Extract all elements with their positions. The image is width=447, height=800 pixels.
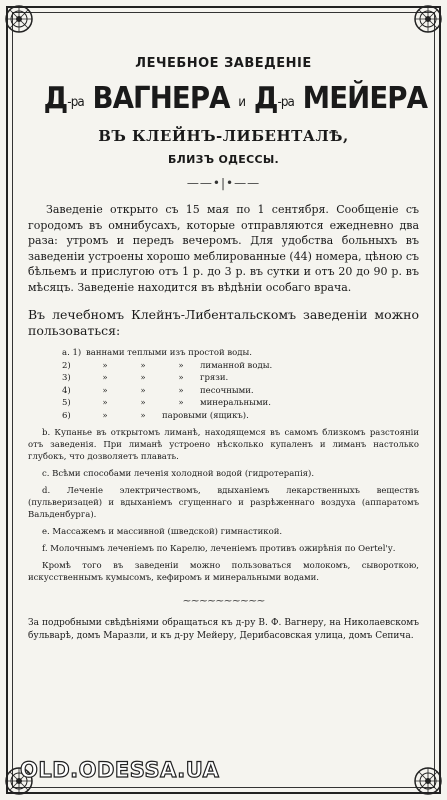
prefix-2: Д <box>253 81 278 116</box>
item-e: e. Массажемъ и массивной (шведской) гимнастикой. <box>42 527 283 537</box>
corner-ornament-icon <box>2 2 36 36</box>
list-item: 2) » » » лиманной воды. <box>62 360 273 371</box>
doctors-title <box>43 81 428 117</box>
institution-heading: ЛЕЧЕБНОЕ ЗАВЕДЕНІЕ <box>135 56 312 71</box>
near-heading: БЛИЗЪ ОДЕССЫ. <box>168 153 279 166</box>
item-c: c. Всѣми способами леченія холодной водой (гидротерапія). <box>42 469 315 479</box>
location-heading: ВЪ КЛЕЙНЪ-ЛИБЕНТАЛѢ, <box>98 127 349 145</box>
list-item: 3) » » » грязи. <box>62 373 229 383</box>
doctor-name-2: МЕЙЕРА <box>302 81 428 116</box>
list-item: 6) » » паровыми (ящикъ). <box>62 410 249 421</box>
sup-2: -ра <box>277 95 294 110</box>
item-b: b. Купанье въ открытомъ лиманѣ, находящемся въ самомъ близкомъ разстояніи отъ заведенія. При лиманѣ устроено нѣсколько купаленъ и лиманъ настолько глубокъ, что дозволяетъ плавать. <box>28 428 419 462</box>
services-title: Въ лечебномъ Клейнъ-Либентальскомъ заведеніи можно пользоваться: <box>28 307 419 338</box>
wave-divider: ~~~~~~~~~~ <box>182 594 265 607</box>
watermark-text: OLD.ODESSA.UA <box>20 758 220 782</box>
and-word: и <box>238 95 246 110</box>
ad-content <box>28 34 428 774</box>
item-extra: Кромѣ того въ заведеніи можно пользоваться молокомъ, сывороткою, искусственнымъ кумысомъ, кефиромъ и минеральными водами. <box>28 561 419 583</box>
intro-paragraph: Заведеніе открыто съ 15 мая по 1 сентября. Сообщеніе съ городомъ въ омнибусахъ, которые отправляются ежедневно два раза: утромъ и передъ вечеромъ. Для удобства больныхъ въ заведеніи устроены хорошо меблированные (44) номера, цѣною съ бѣльемъ и прислугою отъ 1 р. до 3 р. въ сутки и отъ 20 до 90 р. въ мѣсяцъ. Заведеніе находится въ вѣдѣніи особаго врача. <box>28 203 419 294</box>
prefix-1: Д <box>43 81 68 116</box>
item-d: d. Леченіе электричествомъ, вдыханіемъ лекарственныхъ веществъ (пульверизацей) и вдыханіемъ сгущеннаго и разрѣженнаго воздуха (аппаратомъ Вальденбурга). <box>28 486 419 520</box>
doctor-name-1: ВАГНЕРА <box>92 81 230 116</box>
item-f: f. Молочнымъ леченіемъ по Карелю, леченіемъ противъ ожирѣнія по Oertel'у. <box>42 544 396 554</box>
sup-1: -ра <box>67 95 84 110</box>
list-item: 5) » » » минеральными. <box>62 398 271 408</box>
corner-ornament-icon <box>411 2 445 36</box>
list-item: a. 1) ваннами теплыми изъ простой воды. <box>62 348 252 358</box>
baths-list <box>62 347 419 422</box>
contact-footer: За подробными свѣдѣніями обращаться къ д-ру В. Ф. Вагнеру, на Николаевскомъ бульварѣ, домъ Маразли, и къ д-ру Мейеру, Дерибасовская улица, домъ Сепича. <box>28 618 419 641</box>
ornament-divider: ——•|•—— <box>186 176 261 190</box>
list-item: 4) » » » песочными. <box>62 385 254 396</box>
